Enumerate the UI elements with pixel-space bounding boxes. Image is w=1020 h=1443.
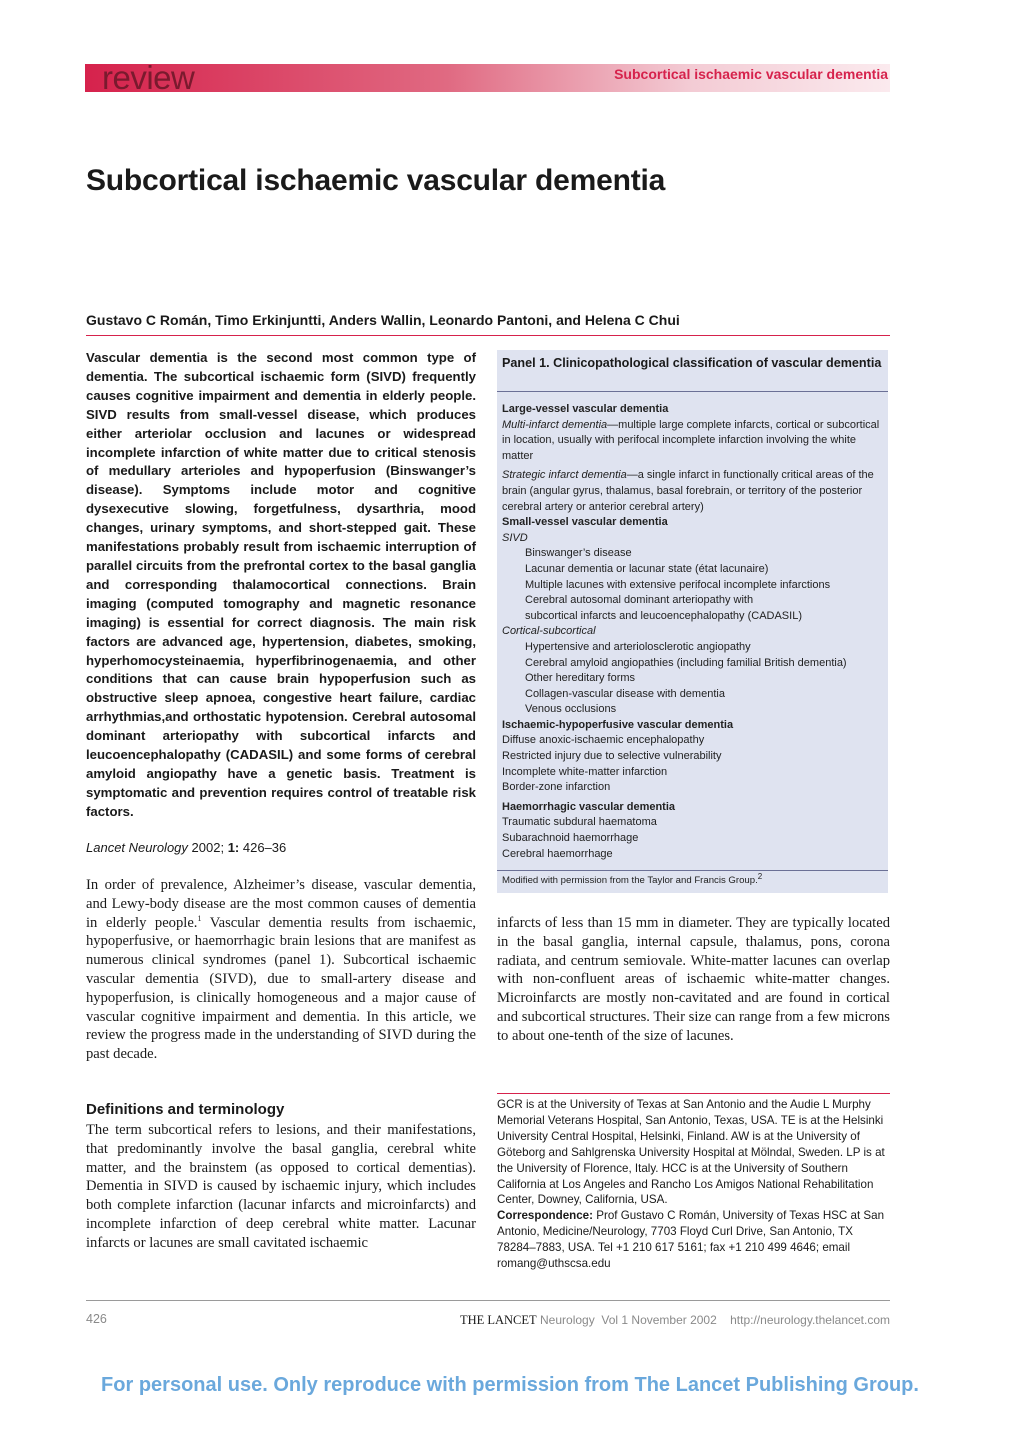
article-title: Subcortical ischaemic vascular dementia xyxy=(86,164,666,197)
correspondence xyxy=(497,1208,890,1272)
right-column-paragraph: infarcts of less than 15 mm in diameter. They are typically located in the basal ganglia, internal capsule, thalamus, pons, corona radiata, and centrum semiovale. White-matter lacunes can overlap with non-confluent areas of ischaemic white-matter changes. Microinfarcts are mostly non-cavitated and are found in cortical and subcortical structures. Their size can range from a few microns to about one-tenth of the size of lacunes. xyxy=(497,915,890,1044)
sivd-label: SIVD xyxy=(502,531,528,544)
list-item: Lacunar dementia or lacunar state (état lacunaire) xyxy=(525,562,769,575)
correspondence-label: Correspondence: xyxy=(497,1209,593,1223)
multi-infarct-text: —multiple large complete infarcts, cortical or subcortical in location, usually with perifocal incomplete infarction involving the white matter xyxy=(502,418,880,462)
panel-1 xyxy=(497,350,888,893)
list-item: Incomplete white-matter infarction xyxy=(502,765,668,778)
haemorrhagic-heading: Haemorrhagic vascular dementia xyxy=(502,800,676,813)
large-vessel-heading: Large-vessel vascular dementia xyxy=(502,403,669,415)
list-item: Hypertensive and arteriolosclerotic angiopathy xyxy=(525,640,751,653)
list-item: Restricted injury due to selective vulnerability xyxy=(502,750,722,763)
intro-text-a: In order of prevalence, Alzheimer’s disease, vascular dementia, and Lewy-body disease are the most common causes of dementia in elderly people. xyxy=(86,877,476,931)
definitions-paragraph: The term subcortical refers to lesions, and their manifestations, that predominantly involve the basal ganglia, cerebral white matter, and the brainstem (as opposed to cortical dementias). Dementia in SIVD is caused by ischaemic injury, which includes both complete infarction (lacunar infarcts and microinfarcts) and incomplete infarction of deep cerebral white matter. Lacunar infarcts or lacunes are small cavitated ischaemic xyxy=(86,1122,476,1251)
list-item: Cerebral amyloid angiopathies (including familial British dementia) xyxy=(525,656,847,669)
intro-text-b: Vascular dementia results from ischaemic, hypoperfusive, or haemorrhagic brain lesions that are manifest as numerous clinical syndromes (panel 1). Subcortical ischaemic vascular dementia (SIVD), due to small-artery disease and hypoperfusion, is clinically homogeneous and a major cause of vascular cognitive impairment and dementia. In this article, we review the progress made in the understanding of SIVD during the past decade. xyxy=(86,914,476,1063)
multi-infarct-label: Multi-infarct dementia xyxy=(502,418,608,431)
strategic-infarct-label: Strategic infarct dementia xyxy=(502,469,627,482)
list-item: Binswanger’s disease xyxy=(525,547,632,560)
footer-url[interactable]: http://neurology.thelancet.com xyxy=(730,1313,890,1327)
list-item: Collagen-vascular disease with dementia xyxy=(525,687,725,700)
panel-footnote xyxy=(502,871,763,886)
footer-journal-section: Neurology xyxy=(536,1313,595,1327)
strategic-infarct-text: —a single infarct in functionally critical areas of the brain (angular gyrus, thalamus, basal forebrain, or territory of the posterior cerebral artery or anterior cerebral artery) xyxy=(502,469,874,513)
list-item: Other hereditary forms xyxy=(525,672,636,685)
footer-journal xyxy=(460,1313,890,1328)
panel-footnote-ref: 2 xyxy=(757,871,763,881)
list-item: Venous occlusions xyxy=(525,703,617,716)
affiliations-text: GCR is at the University of Texas at San Antonio and the Audie L Murphy Memorial Veterans Hospital, San Antonio, Texas, USA. TE is at the Helsinki University Central Hospital, Helsinki, Finland. AW is at the University of Göteborg and Sahlgrenska University Hospital at Mölndal, Sweden. LP is at the University of Florence, Italy. HCC is at the University of Southern California at Los Angeles and Rancho Los Amigos National Rehabilitation Center, Downey, California, USA. xyxy=(497,1098,885,1207)
authors-rule xyxy=(86,335,890,336)
citation-pages: 426–36 xyxy=(242,840,287,855)
footer-issue: Vol 1 November 2002 xyxy=(601,1313,717,1327)
list-item: Cerebral haemorrhage xyxy=(502,847,613,860)
list-item: Border-zone infarction xyxy=(502,781,611,794)
section-label: review xyxy=(102,59,195,96)
panel-title-rule xyxy=(497,391,888,392)
footer-journal-name: THE LANCET xyxy=(459,1313,537,1327)
strategic-infarct-entry xyxy=(502,468,887,515)
permission-notice: For personal use. Only reproduce with permission from The Lancet Publishing Group. xyxy=(101,1374,919,1396)
panel-foot-rule xyxy=(497,870,888,871)
running-title: Subcortical ischaemic vascular dementia xyxy=(614,66,888,82)
hypoperfusive-heading: Ischaemic-hypoperfusive vascular dementia xyxy=(502,718,734,731)
multi-infarct-entry xyxy=(502,418,887,465)
list-item: Multiple lacunes with extensive perifocal incomplete infarctions xyxy=(525,578,831,591)
citation-journal: Lancet Neurology xyxy=(86,840,188,855)
list-item: Cerebral autosomal dominant arteriopathy with xyxy=(525,594,754,607)
cortical-subcortical-label: Cortical-subcortical xyxy=(502,625,596,638)
intro-paragraph xyxy=(86,876,476,1064)
page-number: 426 xyxy=(86,1312,107,1326)
citation-year: 2002; xyxy=(191,840,225,855)
abstract: Vascular dementia is the second most common type of dementia. The subcortical ischaemic form (SIVD) frequently causes cognitive impairment and dementia in elderly people. SIVD results from small-vessel disease, which produces either arteriolar occlusion and lacunes or widespread incomplete infarction of white matter due to critical stenosis of medullary arterioles and hypoperfusion (Binswanger’s disease). Symptoms include motor and cognitive dysexecutive slowing, forgetfulness, dysarthria, mood changes, urinary symptoms, and short-stepped gait. These manifestations probably result from ischaemic interruption of parallel circuits from the prefrontal cortex to the basal ganglia and corresponding thalamocortical connections. Brain imaging (computed tomography and magnetic resonance imaging) is essential for correct diagnosis. The main risk factors are advanced age, hypertension, diabetes, smoking, hyperhomocysteinaemia, hyperfibrinogenaemia, and other conditions that can cause brain hypoperfusion such as obstructive sleep apnoea, congestive heart failure, cardiac arrhythmias,and orthostatic hypotension. Cerebral autosomal dominant arteriopathy with subcortical infarcts and leucoencephalopathy (CADASIL) and some forms of cerebral amyloid angiopathy have a genetic basis. Treatment is symptomatic and prevention requires control of treatable risk factors. xyxy=(86,350,476,819)
list-item: Diffuse anoxic-ischaemic encephalopathy xyxy=(502,734,705,747)
list-item: Traumatic subdural haematoma xyxy=(502,816,657,829)
affiliations xyxy=(497,1097,890,1272)
correspondence-text: Prof Gustavo C Román, University of Texas HSC at San Antonio, Medicine/Neurology, 7703 Floyd Curl Drive, San Antonio, TX 78284–7883, USA. Tel +1 210 617 5161; fax +1 210 499 4646; email romang@uthscsa.edu xyxy=(497,1209,885,1271)
definitions-heading: Definitions and terminology xyxy=(86,1101,285,1118)
affiliations-rule xyxy=(497,1093,890,1094)
list-item: Subarachnoid haemorrhage xyxy=(502,832,639,845)
list-item: subcortical infarcts and leucoencephalopathy (CADASIL) xyxy=(525,609,802,622)
intro-reference: 1 xyxy=(197,913,202,923)
citation-volume: 1: xyxy=(227,840,240,855)
panel-footnote-text: Modified with permission from the Taylor and Francis Group. xyxy=(502,875,758,886)
panel-body xyxy=(502,402,887,862)
authors: Gustavo C Román, Timo Erkinjuntti, Anders Wallin, Leonardo Pantoni, and Helena C Chui xyxy=(86,312,680,328)
citation xyxy=(86,840,286,855)
footer-rule xyxy=(86,1300,890,1301)
panel-title: Panel 1. Clinicopathological classification of vascular dementia xyxy=(502,356,882,370)
small-vessel-heading: Small-vessel vascular dementia xyxy=(502,516,668,529)
